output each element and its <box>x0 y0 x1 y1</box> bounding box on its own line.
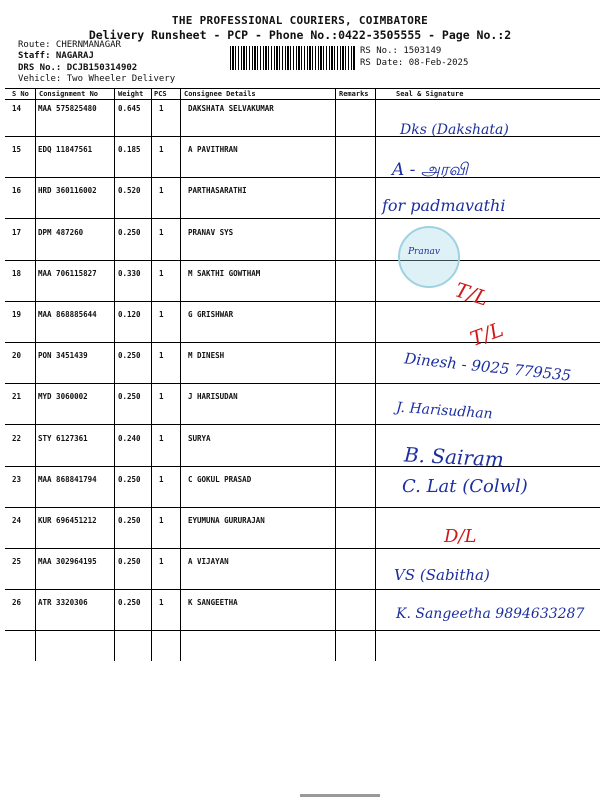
cell-consignment: MAA 575825480 <box>38 104 97 113</box>
cell-pcs: 1 <box>159 474 164 484</box>
drs-number: DRS No.: DCJB150314902 <box>18 63 138 73</box>
cell-consignee: M SAKTHI GOWTHAM <box>188 268 261 278</box>
row-divider <box>5 630 600 631</box>
signature-row-26: K. Sangeetha 9894633287 <box>396 606 585 622</box>
cell-consignment: MYD 3060002 <box>38 392 88 402</box>
cell-consignee: C GOKUL PRASAD <box>188 474 252 484</box>
cell-sno: 24 <box>12 516 22 525</box>
cell-pcs: 1 <box>159 145 164 155</box>
signature-row-21: J. Harisudhan <box>395 399 494 423</box>
cell-weight: 0.250 <box>118 227 141 237</box>
cell-sno: 14 <box>12 104 22 113</box>
cell-consignment: HRD 360116002 <box>38 186 97 196</box>
cell-pcs: 1 <box>159 351 164 361</box>
cell-sno: 26 <box>12 598 22 608</box>
cell-pcs: 1 <box>159 516 164 525</box>
row-divider <box>5 136 600 137</box>
signature-row-24: D/L <box>444 526 477 547</box>
cell-weight: 0.645 <box>118 104 141 113</box>
cell-weight: 0.120 <box>118 310 141 319</box>
row-divider <box>5 301 600 302</box>
col-header-consignee: Consignee Details <box>184 90 256 98</box>
row-divider <box>5 507 600 508</box>
rs-number: RS No.: 1503149 <box>360 46 442 56</box>
signature-row-25: VS (Sabitha) <box>394 566 490 584</box>
runsheet-subtitle: Delivery Runsheet - PCP - Phone No.:0422-3505555 - Page No.:2 <box>88 28 512 42</box>
cell-sno: 23 <box>12 474 22 484</box>
signature-row-18: T/L <box>452 277 492 311</box>
cell-consignee: A VIJAYAN <box>188 557 229 567</box>
col-header-weight: Weight <box>118 90 144 98</box>
cell-consignee: J HARISUDAN <box>188 392 238 402</box>
cell-consignee: A PAVITHRAN <box>188 145 238 155</box>
signature-row-20: Dinesh - 9025 779535 <box>403 349 573 385</box>
row-divider <box>5 342 600 343</box>
cell-sno: 25 <box>12 557 22 567</box>
cell-weight: 0.250 <box>118 557 141 567</box>
table-header-rule <box>5 99 600 100</box>
column-divider <box>151 89 152 661</box>
cell-weight: 0.240 <box>118 433 141 443</box>
vehicle-label: Vehicle: Two Wheeler Delivery <box>18 74 176 84</box>
cell-weight: 0.250 <box>118 516 141 525</box>
rs-date: RS Date: 08-Feb-2025 <box>360 58 469 68</box>
signature-row-22: B. Sairam <box>403 442 505 472</box>
page-footer-mark <box>300 794 380 797</box>
cell-consignment: MAA 868885644 <box>38 310 97 319</box>
cell-sno: 16 <box>12 186 22 196</box>
cell-consignment: MAA 706115827 <box>38 268 97 278</box>
col-header-consignment: Consignment No <box>39 90 99 98</box>
cell-consignment: KUR 696451212 <box>38 516 97 525</box>
row-divider <box>5 589 600 590</box>
cell-consignment: EDQ 11847561 <box>38 145 93 155</box>
row-divider <box>5 177 600 178</box>
cell-consignment: MAA 868841794 <box>38 474 97 484</box>
cell-sno: 15 <box>12 145 22 155</box>
cell-weight: 0.250 <box>118 351 141 361</box>
cell-pcs: 1 <box>159 227 164 237</box>
cell-pcs: 1 <box>159 392 164 402</box>
cell-consignee: PARTHASARATHI <box>188 186 247 196</box>
staff-label: Staff: NAGARAJ <box>18 51 94 61</box>
cell-weight: 0.250 <box>118 474 141 484</box>
col-header-signature: Seal & Signature <box>396 90 464 98</box>
cell-sno: 17 <box>12 227 22 237</box>
cell-consignment: DPM 487260 <box>38 227 84 237</box>
row-divider <box>5 424 600 425</box>
cell-sno: 20 <box>12 351 22 361</box>
cell-consignment: STY 6127361 <box>38 433 88 443</box>
cell-weight: 0.250 <box>118 598 141 608</box>
col-header-pcs: PCS <box>154 90 167 98</box>
document-title: THE PROFESSIONAL COURIERS, COIMBATORE <box>171 14 429 27</box>
cell-consignee: K SANGEETHA <box>188 598 238 608</box>
row-divider <box>5 466 600 467</box>
cell-pcs: 1 <box>159 598 164 608</box>
cell-pcs: 1 <box>159 104 164 113</box>
signature-row-19: T/L <box>466 317 507 351</box>
barcode <box>230 46 356 70</box>
column-divider <box>35 89 36 661</box>
signature-row-16: for padmavathi <box>382 196 506 215</box>
cell-weight: 0.520 <box>118 186 141 196</box>
stamp-text: Pranav <box>408 247 440 257</box>
cell-consignment: ATR 3320306 <box>38 598 88 608</box>
cell-consignment: MAA 302964195 <box>38 557 97 567</box>
column-divider <box>180 89 181 661</box>
col-header-remarks: Remarks <box>339 90 369 98</box>
cell-weight: 0.250 <box>118 392 141 402</box>
cell-weight: 0.330 <box>118 268 141 278</box>
column-divider <box>114 89 115 661</box>
cell-consignee: PRANAV SYS <box>188 227 234 237</box>
signature-row-15: A - அரவி <box>392 160 468 180</box>
cell-pcs: 1 <box>159 433 164 443</box>
cell-sno: 18 <box>12 268 22 278</box>
signature-row-14: Dks (Dakshata) <box>400 122 509 138</box>
delivery-stamp <box>398 226 460 288</box>
col-header-sno: S No <box>12 90 29 98</box>
cell-consignment: PON 3451439 <box>38 351 88 361</box>
cell-sno: 22 <box>12 433 22 443</box>
cell-weight: 0.185 <box>118 145 141 155</box>
cell-consignee: DAKSHATA SELVAKUMAR <box>188 104 274 113</box>
row-divider <box>5 383 600 384</box>
route-label: Route: CHERNMANAGAR <box>18 40 121 50</box>
cell-pcs: 1 <box>159 557 164 567</box>
column-divider <box>335 89 336 661</box>
cell-sno: 19 <box>12 310 22 319</box>
cell-pcs: 1 <box>159 268 164 278</box>
cell-consignee: M DINESH <box>188 351 225 361</box>
table-top-rule <box>5 88 600 89</box>
signature-row-23: C. Lat (Colwl) <box>402 476 528 497</box>
cell-pcs: 1 <box>159 186 164 196</box>
cell-pcs: 1 <box>159 310 164 319</box>
cell-consignee: SURYA <box>188 433 211 443</box>
cell-consignee: G GRISHWAR <box>188 310 234 319</box>
row-divider <box>5 218 600 219</box>
row-divider <box>5 260 600 261</box>
cell-sno: 21 <box>12 392 22 402</box>
column-divider <box>375 89 376 661</box>
cell-consignee: EYUMUNA GURURAJAN <box>188 516 265 525</box>
row-divider <box>5 548 600 549</box>
